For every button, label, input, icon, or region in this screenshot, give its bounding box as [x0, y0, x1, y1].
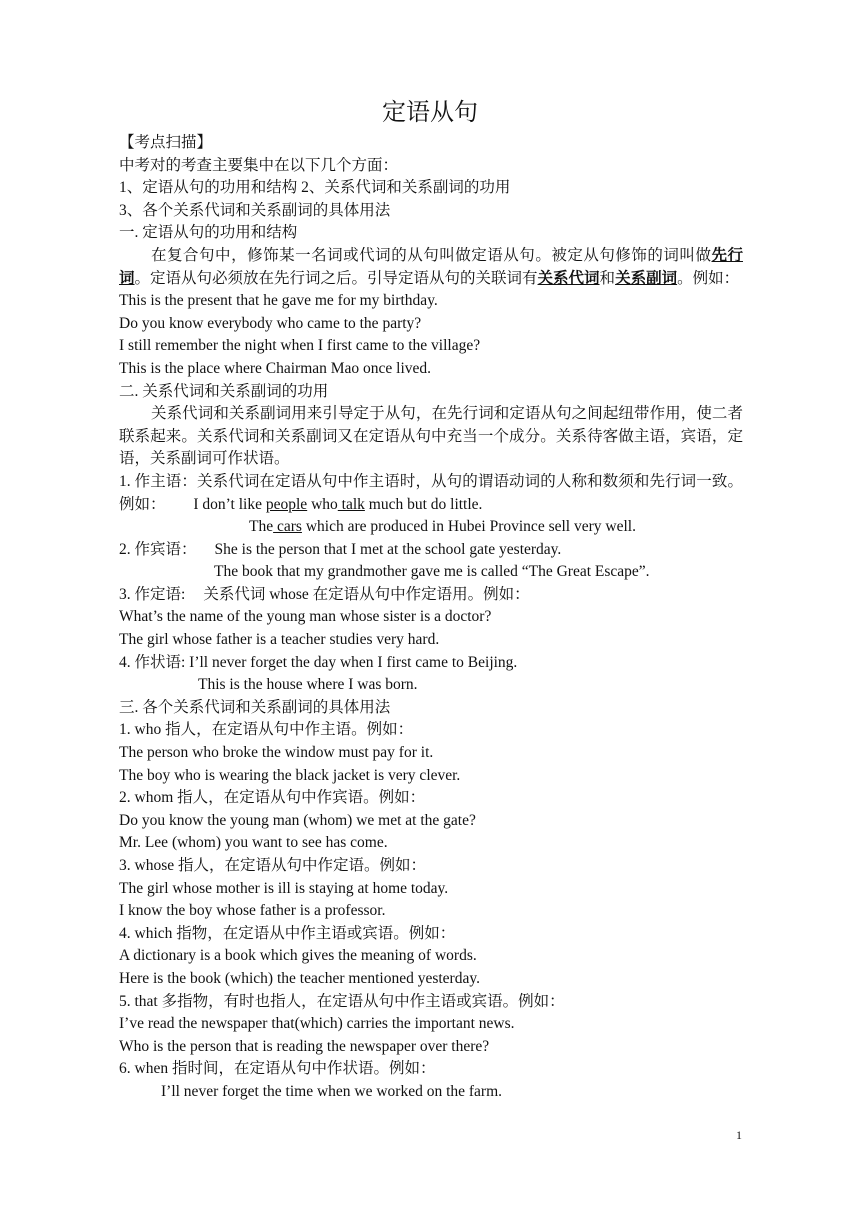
paragraph-text: 。定语从句必须放在先行词之后。引导定语从句的关联词有: [134, 269, 538, 287]
example-sentence: Who is the person that is reading the newspaper over there?: [119, 1037, 490, 1055]
example-sentence: Here is the book (which) the teacher mentioned yesterday.: [119, 969, 480, 987]
topic-line-1: 1、定语从句的功用和结构 2、关系代词和关系副词的功用: [119, 179, 511, 197]
paragraph-function: 关系代词和关系副词用来引导定于从句，在先行词和定语从句之间起纽带作用，使二者联系起来。关系代词和关系副词又在定语从句中充当一个成分。关系待客做主语，宾语，定语，关系副词可作状语。: [119, 405, 743, 468]
section-heading-2: 二. 关系代词和关系副词的功用: [119, 382, 329, 400]
document-body: [119, 132, 743, 1104]
topic-line-2: 3、各个关系代词和关系副词的具体用法: [119, 201, 391, 219]
whom-usage: 2. whom 指人，在定语从句中作宾语。例如：: [119, 789, 426, 807]
usage-label: 2. 作宾语：: [119, 540, 197, 558]
section-label: 【考点扫描】: [119, 134, 213, 151]
term-antecedent: 先行词: [119, 246, 743, 287]
example-sentence: The boy who is wearing the black jacket is very clever.: [119, 766, 461, 784]
who-usage: 1. who 指人，在定语从句中作主语。例如：: [119, 721, 414, 739]
section-heading-3: 三. 各个关系代词和关系副词的具体用法: [119, 698, 391, 716]
example-part: much but do little.: [364, 495, 483, 513]
paragraph-text: 在复合句中，修饰某一名词或代词的从句叫做定语从句。被定从句修饰的词叫做: [151, 246, 712, 264]
example-sentence: Do you know everybody who came to the party?: [119, 314, 422, 332]
example-sentence: Do you know the young man (whom) we met at the gate?: [119, 811, 476, 829]
example-sentence: A dictionary is a book which gives the meaning of words.: [119, 947, 477, 965]
page-title: 定语从句: [382, 100, 478, 126]
paragraph-definition: [119, 245, 743, 290]
whose-usage: 3. whose 指人，在定语从句中作定语。例如：: [119, 857, 426, 874]
that-usage: 5. that 多指物，有时也指人，在定语从句中作主语或宾语。例如：: [119, 992, 565, 1010]
subject-usage: [119, 471, 743, 516]
underlined-word: people: [265, 495, 308, 513]
term-relative-pronoun: 关系代词: [537, 269, 600, 287]
example-sentence: The girl whose father is a teacher studies very hard.: [119, 631, 440, 649]
example-sentence: Mr. Lee (whom) you want to see has come.: [119, 834, 388, 852]
example-part: The: [249, 518, 274, 536]
example-sentence: The book that my grandmother gave me is called “The Great Escape”.: [214, 563, 650, 581]
usage-label: 3. 作定语:: [119, 585, 186, 603]
paragraph-text: 。例如：: [677, 269, 740, 287]
example-sentence: I know the boy whose father is a professor.: [119, 902, 386, 920]
example-sentence: What’s the name of the young man whose sister is a doctor?: [119, 608, 492, 626]
usage-text: 1. 作主语：关系代词在定语从句中作主语时，从句的谓语动词的人称和数须和先行词一致。例如：: [119, 472, 743, 513]
example-part: which are produced in Hubei Province sell very well.: [301, 518, 636, 536]
example-sentence: This is the house where I was born.: [198, 676, 418, 694]
example-sentence: I’ve read the newspaper that(which) carries the important news.: [119, 1015, 515, 1033]
usage-text: 关系代词 whose 在定语从句中作定语用。例如：: [203, 585, 530, 603]
adverbial-usage: 4. 作状语: I’ll never forget the day when I first came to Beijing.: [119, 653, 518, 671]
example-sentence: I’ll never forget the time when we worked on the farm.: [161, 1082, 503, 1100]
attribute-usage: [119, 584, 743, 607]
when-usage: 6. when 指时间，在定语从句中作状语。例如：: [119, 1060, 436, 1078]
page-number: 1: [736, 1128, 742, 1142]
object-usage: [119, 539, 743, 562]
underlined-word: cars: [273, 518, 302, 536]
paragraph-text: 和: [599, 269, 616, 287]
example-sentence: She is the person that I met at the school gate yesterday.: [214, 540, 562, 558]
underlined-word: talk: [337, 495, 365, 513]
example-part: who: [307, 495, 338, 513]
section-heading-1: 一. 定语从句的功用和结构: [119, 224, 298, 242]
intro-line: 中考对的考查主要集中在以下几个方面：: [119, 156, 399, 174]
example-sentence: The girl whose mother is ill is staying at home today.: [119, 879, 449, 897]
example-sentence: The person who broke the window must pay for it.: [119, 744, 434, 762]
which-usage: 4. which 指物，在定语从中作主语或宾语。例如：: [119, 924, 456, 942]
term-relative-adverb: 关系副词: [615, 269, 678, 287]
example-part: I don’t like: [193, 495, 266, 513]
example-sentence: [119, 516, 743, 539]
example-sentence: This is the present that he gave me for my birthday.: [119, 292, 438, 310]
example-sentence: I still remember the night when I first came to the village?: [119, 337, 481, 355]
example-sentence: This is the place where Chairman Mao once lived.: [119, 359, 432, 377]
